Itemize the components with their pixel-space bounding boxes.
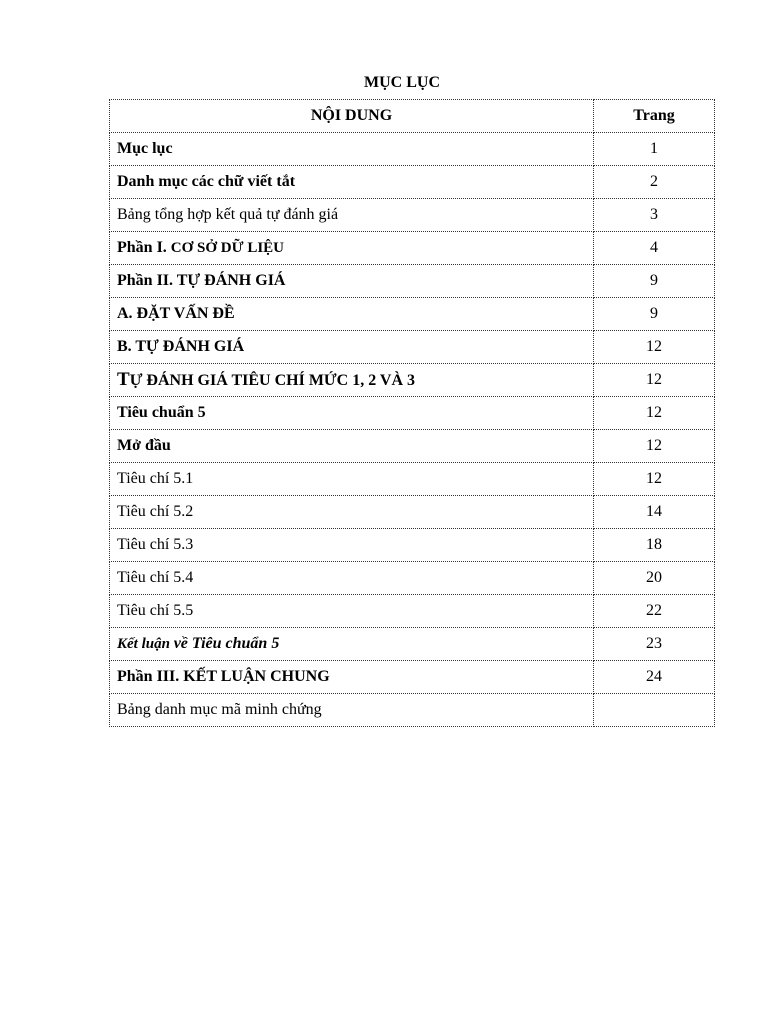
table-row: [110, 397, 715, 430]
toc-page-number: 9: [594, 265, 715, 298]
toc-page-number: 2: [594, 166, 715, 199]
table-row: [110, 529, 715, 562]
toc-page-number: 12: [594, 463, 715, 496]
toc-entry-conclusion-standard-5: [110, 628, 594, 661]
toc-entry-criteria-levels-rest: Ự ĐÁNH GIÁ TIÊU CHÍ MỨC 1, 2 VÀ 3: [129, 371, 416, 389]
toc-entry-standard-5: Tiêu chuẩn 5: [110, 397, 594, 430]
toc-page-number: 9: [594, 298, 715, 331]
column-header-content: NỘI DUNG: [110, 100, 594, 133]
table-row: [110, 298, 715, 331]
table-row: [110, 166, 715, 199]
table-row: [110, 199, 715, 232]
toc-page-number: 24: [594, 661, 715, 694]
toc-entry-criterion-5-5: Tiêu chí 5.5: [110, 595, 594, 628]
table-row: [110, 364, 715, 397]
toc-page-number: 14: [594, 496, 715, 529]
toc-entry-muc-luc: Mục lục: [110, 133, 594, 166]
toc-entry-part-3: Phần III. KẾT LUẬN CHUNG: [110, 661, 594, 694]
toc-entry-section-b: B. TỰ ĐÁNH GIÁ: [110, 331, 594, 364]
toc-entry-criterion-5-2: Tiêu chí 5.2: [110, 496, 594, 529]
toc-entry-introduction: Mở đầu: [110, 430, 594, 463]
table-row: [110, 463, 715, 496]
page-title: MỤC LỤC: [364, 74, 440, 91]
table-row: [110, 430, 715, 463]
table-row: [110, 133, 715, 166]
table-row: [110, 331, 715, 364]
toc-page-number: 4: [594, 232, 715, 265]
toc-entry-conclusion-prefix: Kết luận: [117, 636, 174, 652]
toc-entry-part-1: [110, 232, 594, 265]
toc-entry-criterion-5-4: Tiêu chí 5.4: [110, 562, 594, 595]
toc-entry-section-a: A. ĐẶT VẤN ĐỀ: [110, 298, 594, 331]
toc-page-number: 20: [594, 562, 715, 595]
toc-page-number: 12: [594, 364, 715, 397]
toc-page-number: 18: [594, 529, 715, 562]
table-row: [110, 265, 715, 298]
toc-page-number: 12: [594, 397, 715, 430]
table-row: [110, 694, 715, 727]
toc-entry-abbreviations: Danh mục các chữ viết tắt: [110, 166, 594, 199]
table-row: [110, 595, 715, 628]
toc-entry-summary-table: Bảng tổng hợp kết quả tự đánh giá: [110, 199, 594, 232]
column-header-page: Trang: [594, 100, 715, 133]
table-row: [110, 496, 715, 529]
toc-entry-criteria-levels-initial: T: [117, 368, 130, 390]
toc-entry-criterion-5-3: Tiêu chí 5.3: [110, 529, 594, 562]
table-header-row: [110, 100, 715, 133]
toc-entry-criterion-5-1: Tiêu chí 5.1: [110, 463, 594, 496]
table-row: [110, 628, 715, 661]
toc-page-number: 3: [594, 199, 715, 232]
table-row: [110, 562, 715, 595]
toc-entry-criteria-levels: [110, 364, 594, 397]
toc-page-number: [594, 694, 715, 727]
table-row: [110, 232, 715, 265]
toc-page-number: 12: [594, 430, 715, 463]
toc-entry-evidence-codes: Bảng danh mục mã minh chứng: [110, 694, 594, 727]
toc-entry-part-1-title: CƠ SỞ DỮ LIỆU: [170, 240, 285, 256]
table-of-contents: [109, 99, 715, 727]
toc-page-number: 23: [594, 628, 715, 661]
toc-page-number: 1: [594, 133, 715, 166]
toc-entry-part-2: Phần II. TỰ ĐÁNH GIÁ: [110, 265, 594, 298]
toc-page-number: 22: [594, 595, 715, 628]
table-row: [110, 661, 715, 694]
toc-page-number: 12: [594, 331, 715, 364]
toc-entry-conclusion-rest: về Tiêu chuẩn 5: [173, 635, 280, 652]
toc-entry-part-1-prefix: Phần I.: [117, 239, 171, 256]
